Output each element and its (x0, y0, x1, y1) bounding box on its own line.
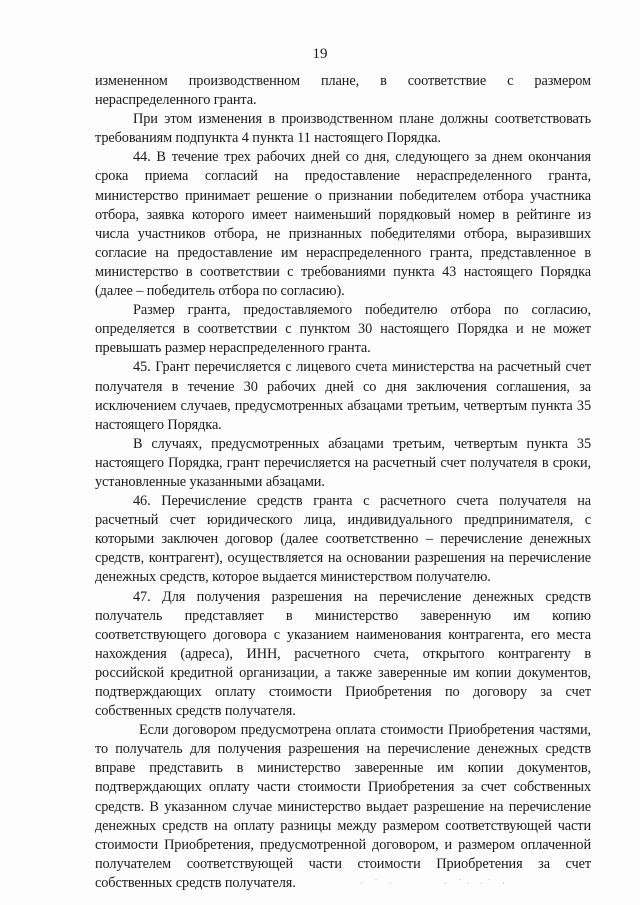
paragraph-clause-46: 46. Перечисление средств гранта с расчетного счета получателя на расчетный счет юридического лица, индивидуального предпринимателя, с которыми заключен договор (далее соответственно – перечисление денежных средств, контрагент), осуществляется на основании разрешения на перечисление денежных средств, которое выдается министерством получателю. (95, 493, 591, 586)
paragraph-clause-44: 44. В течение трех рабочих дней со дня, следующего за днем окончания срока приема согласий на предоставление нераспределенного гранта, министерство принимает решение о признании победителем отбора участника отбора, заявка которого имеет наименьший порядковый номер в рейтинге из числа участников отбора, не признанных победителями отбора, выразивших согласие на предоставление им нераспределенного гранта, представленное в министерство в соответствии с требованиями пункта 43 настоящего Порядка (далее – победитель отбора по согласию). (95, 149, 591, 300)
paragraph-production-plan-requirements: При этом изменения в производственном плане должны соответствовать требованиям подпункта 4 пункта 11 настоящего Порядка. (95, 111, 591, 147)
scan-noise-marks: · ˙ · · ˙· ·˙ · (360, 879, 509, 889)
paragraph-clause-45: 45. Грант перечисляется с лицевого счета министерства на расчетный счет получателя в течение 30 рабочих дней со дня заключения соглашения, за исключением случаев, предусмотренных абзацами третьим, четвертым пункта 35 настоящего Порядка. (95, 359, 591, 433)
paragraph-transfer-deadlines: В случаях, предусмотренных абзацами третьим, четвертым пункта 35 настоящего Порядка, грант перечисляется на расчетный счет получателя в сроки, установленные указанными абзацами. (95, 435, 591, 490)
paragraph-continuation: измененном производственном плане, в соответствие с размером нераспределенного гранта. (95, 73, 591, 109)
paragraph-installment-payment: Если договором предусмотрена оплата стоимости Приобретения частями, то получатель для получения разрешения на перечисление денежных средств вправе представить в министерство заверенные им копии документов, подтверждающих оплату части стоимости Приобретения за счет собственных средств. В указанном случае министерство выдает разрешение на перечисление денежных средств на оплату разницы между размером соответствующей части стоимости Приобретения, предусмотренной договором, и размером оплаченной получателем соответствующей части стоимости Приобретения за счет собственных средств получателя. (95, 722, 591, 891)
document-body (95, 72, 591, 893)
page-number: 19 (312, 46, 328, 62)
paragraph-clause-47: 47. Для получения разрешения на перечисление денежных средств получатель представляет в министерство заверенную им копию соответствующего договора с указанием наименования контрагента, его места нахождения (адреса), ИНН, расчетного счета, открытого контрагенту в российской кредитной организации, а также заверенные им копии документов, подтверждающих оплату стоимости Приобретения по договору за счет собственных средств получателя. (95, 588, 591, 720)
paragraph-grant-amount: Размер гранта, предоставляемого победителю отбора по согласию, определяется в соответствии с пунктом 30 настоящего Порядка и не может превышать размер нераспределенного гранта. (95, 302, 591, 357)
